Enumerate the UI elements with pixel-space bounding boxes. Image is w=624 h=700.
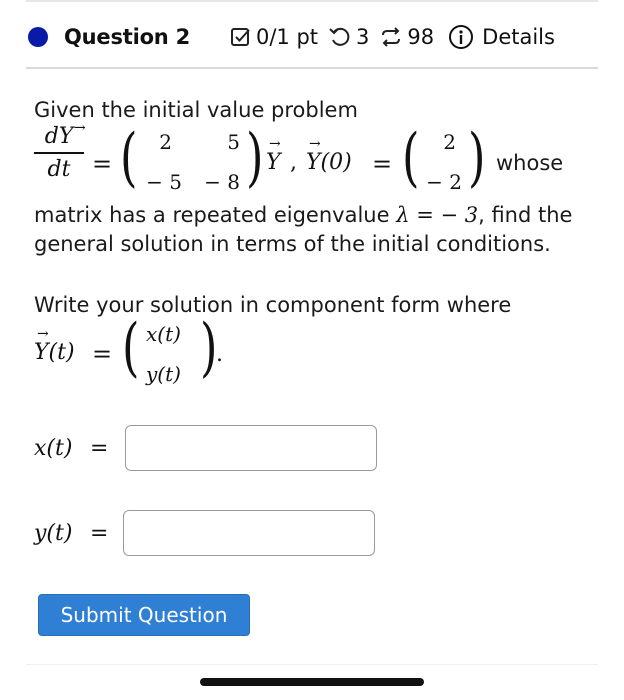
equals-sign: =	[90, 521, 109, 546]
eigenvalue-line	[34, 200, 572, 230]
status-dot-icon	[28, 27, 48, 47]
vector-Y-text: Y	[266, 150, 281, 175]
matrix-cell: − 5	[146, 170, 182, 194]
question-header	[26, 18, 598, 56]
info-icon	[448, 24, 474, 50]
details-label: Details	[482, 25, 555, 49]
vector-cell: − 2	[426, 170, 462, 194]
retries-count: 3	[356, 25, 370, 49]
vector-arrow-icon: →	[269, 136, 281, 152]
y-answer-label: y(t)	[34, 521, 73, 546]
fraction-bar	[34, 152, 84, 154]
derivative-numerator-text: dY	[44, 124, 74, 149]
attempts-indicator	[379, 25, 434, 49]
matrix-cell: 5	[227, 130, 240, 154]
component-right-paren: )	[200, 311, 218, 385]
undo-icon	[328, 26, 352, 48]
vector-arrow-icon: →	[37, 326, 49, 342]
equals-sign: =	[90, 436, 109, 461]
instructions-line: Write your solution in component form where	[34, 293, 512, 317]
vector-Y	[266, 150, 281, 175]
matrix-cell: 2	[159, 130, 172, 154]
score-indicator	[230, 25, 318, 49]
vector-arrow-icon: →	[309, 136, 321, 152]
initial-condition-label: Y(0)	[306, 150, 352, 175]
derivative-denominator: dt	[47, 156, 71, 182]
details-button[interactable]	[448, 24, 555, 50]
equals-sign: =	[372, 150, 393, 178]
vector-left-paren: (	[402, 121, 420, 195]
x-answer-label: x(t)	[34, 436, 73, 461]
eigenvalue-text-a: matrix has a repeated eigenvalue	[34, 203, 397, 227]
component-y: y(t)	[146, 362, 181, 386]
period: .	[216, 342, 223, 367]
matrix-cell: − 8	[204, 170, 240, 194]
header-divider	[26, 67, 598, 69]
equals-sign: =	[92, 340, 113, 368]
equals-sign: =	[92, 150, 113, 178]
x-answer-input[interactable]	[125, 425, 377, 471]
y-answer-input[interactable]	[123, 510, 375, 556]
question-title: Question 2	[64, 25, 191, 49]
submit-question-button[interactable]: Submit Question	[38, 594, 250, 636]
vector-right-paren: )	[468, 121, 486, 195]
score-text: 0/1 pt	[256, 25, 319, 49]
attempts-count: 98	[407, 25, 435, 49]
whose-text: whose	[496, 151, 564, 175]
problem-line3: general solution in terms of the initial conditions.	[34, 232, 551, 256]
lambda-equation: λ = − 3	[396, 203, 479, 227]
matrix-left-paren: (	[120, 121, 138, 195]
component-x: x(t)	[146, 322, 181, 346]
problem-intro: Given the initial value problem	[34, 98, 358, 122]
eigenvalue-text-b: , find the	[478, 203, 573, 227]
top-divider	[26, 0, 598, 2]
vector-arrow-icon: →	[74, 120, 86, 136]
matrix-right-paren: )	[246, 121, 264, 195]
comma: ,	[290, 150, 297, 175]
retries-indicator	[328, 25, 369, 49]
vector-cell: 2	[443, 130, 456, 154]
bottom-divider	[26, 664, 598, 665]
repeat-icon	[379, 26, 403, 48]
Yt-label: Y(t)	[34, 340, 75, 365]
home-indicator[interactable]	[200, 678, 424, 686]
component-left-paren: (	[122, 311, 140, 385]
checkbox-icon	[230, 26, 252, 48]
question-meta	[230, 18, 555, 56]
